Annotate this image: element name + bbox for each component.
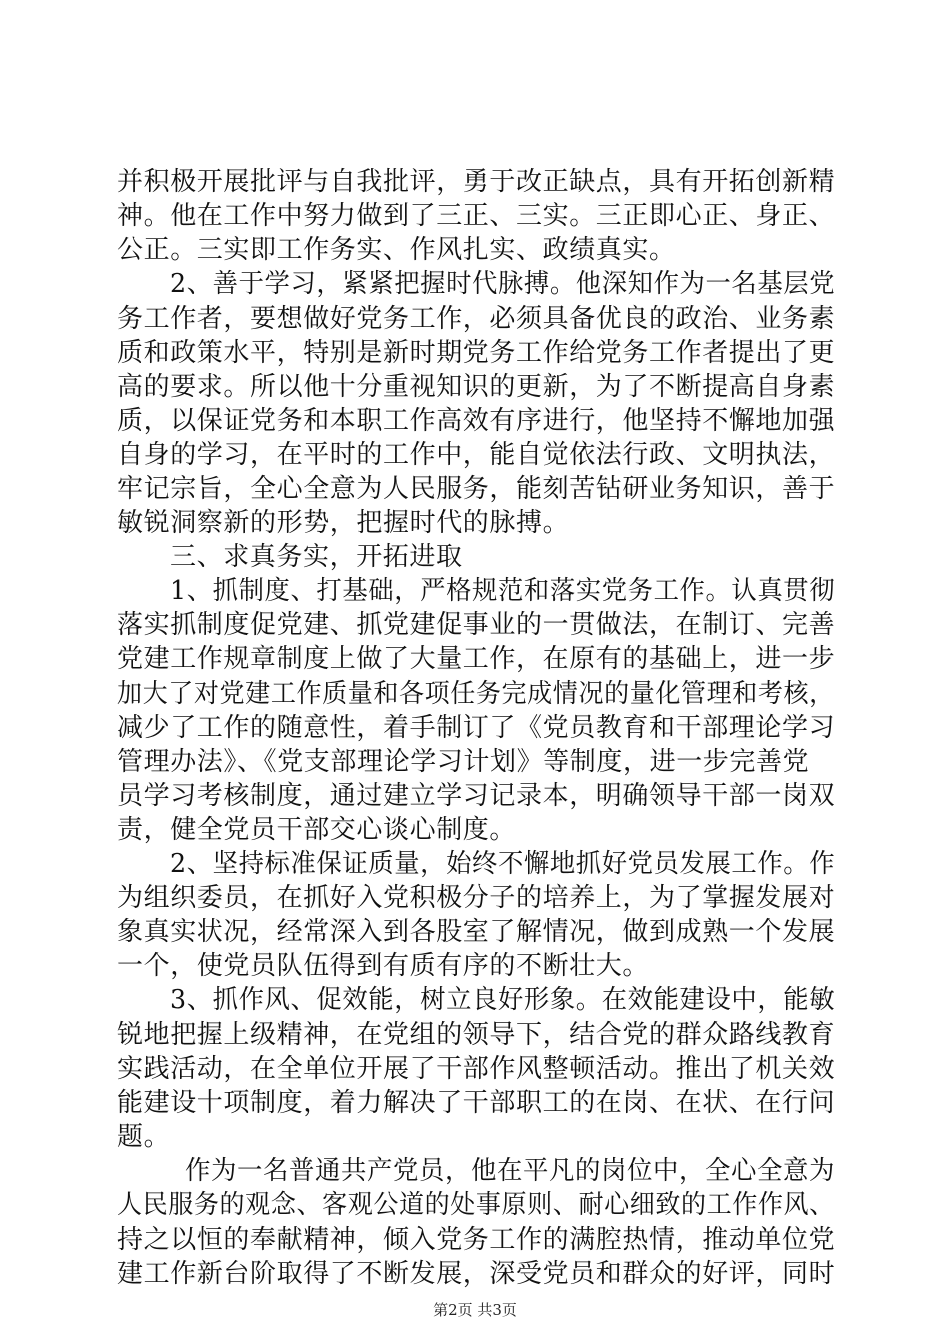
paragraph-2-line-5: 质，以保证党务和本职工作高效有序进行，他坚持不懈地加强 [117,406,836,436]
paragraph-5-line-4: 一个，使党员队伍得到有质有序的不断壮大。 [117,951,650,981]
paragraph-1-line-3: 公正。三实即工作务实、作风扎实、政绩真实。 [117,235,676,265]
paragraph-5-line-2: 为组织委员，在抓好入党积极分子的培养上，为了掌握发展对 [117,883,836,913]
paragraph-7-line-3: 持之以恒的奉献精神，倾入党务工作的满腔热情，推动单位党 [117,1225,836,1255]
paragraph-6-line-2: 锐地把握上级精神，在党组的领导下，结合党的群众路线教育 [117,1020,836,1050]
paragraph-5-line-3: 象真实状况，经常深入到各股室了解情况，做到成熟一个发展 [117,917,836,947]
paragraph-4-line-4: 加大了对党建工作质量和各项任务完成情况的量化管理和考核， [117,679,835,709]
paragraph-2-line-6: 自身的学习，在平时的工作中，能自觉依法行政、文明执法， [117,440,836,470]
paragraph-5-line-1: 2、坚持标准保证质量，始终不懈地抓好党员发展工作。作 [170,849,836,879]
paragraph-4-line-3: 党建工作规章制度上做了大量工作，在原有的基础上，进一步 [117,644,836,674]
paragraph-4-line-2: 落实抓制度促党建、抓党建促事业的一贯做法，在制订、完善 [117,610,836,640]
paragraph-2-line-4: 高的要求。所以他十分重视知识的更新，为了不断提高自身素 [117,372,836,402]
paragraph-6-line-4: 能建设十项制度，着力解决了干部职工的在岗、在状、在行问 [117,1088,836,1118]
paragraph-4-line-5: 减少了工作的随意性，着手制订了《党员教育和干部理论学习 [117,713,836,743]
paragraph-2-line-7: 牢记宗旨，全心全意为人民服务，能刻苦钻研业务知识，善于 [117,474,836,504]
paragraph-4-line-7: 员学习考核制度，通过建立学习记录本，明确领导干部一岗双 [117,781,836,811]
paragraph-6-line-1: 3、抓作风、促效能，树立良好形象。在效能建设中，能敏 [170,985,836,1015]
paragraph-7-line-2: 人民服务的观念、客观公道的处事原则、耐心细致的工作作风、 [117,1190,835,1220]
paragraph-6-line-5: 题。 [117,1122,171,1152]
paragraph-7-line-1: 作为一名普通共产党员，他在平凡的岗位中，全心全意为 [185,1156,836,1186]
paragraph-2-line-8: 敏锐洞察新的形势，把握时代的脉搏。 [117,508,570,538]
paragraph-3-line-1: 三、求真务实，开拓进取 [170,542,463,572]
paragraph-4-line-8: 责，健全党员干部交心谈心制度。 [117,815,517,845]
paragraph-1-line-2: 神。他在工作中努力做到了三正、三实。三正即心正、身正、 [117,201,836,231]
paragraph-4-line-6: 管理办法》、《党支部理论学习计划》等制度，进一步完善党 [117,747,810,777]
paragraph-6-line-3: 实践活动，在全单位开展了干部作风整顿活动。推出了机关效 [117,1054,836,1084]
paragraph-1-line-1: 并积极开展批评与自我批评，勇于改正缺点，具有开拓创新精 [117,167,836,197]
paragraph-2-line-3: 质和政策水平，特别是新时期党务工作给党务工作者提出了更 [117,338,836,368]
paragraph-7-line-4: 建工作新台阶取得了不断发展，深受党员和群众的好评，同时 [117,1259,836,1289]
page-footer: 第2页 共3页 [433,1301,517,1319]
paragraph-2-line-2: 务工作者，要想做好党务工作，必须具备优良的政治、业务素 [117,304,836,334]
paragraph-2-line-1: 2、善于学习，紧紧把握时代脉搏。他深知作为一名基层党 [170,269,836,299]
paragraph-4-line-1: 1、抓制度、打基础，严格规范和落实党务工作。认真贯彻 [170,576,836,606]
